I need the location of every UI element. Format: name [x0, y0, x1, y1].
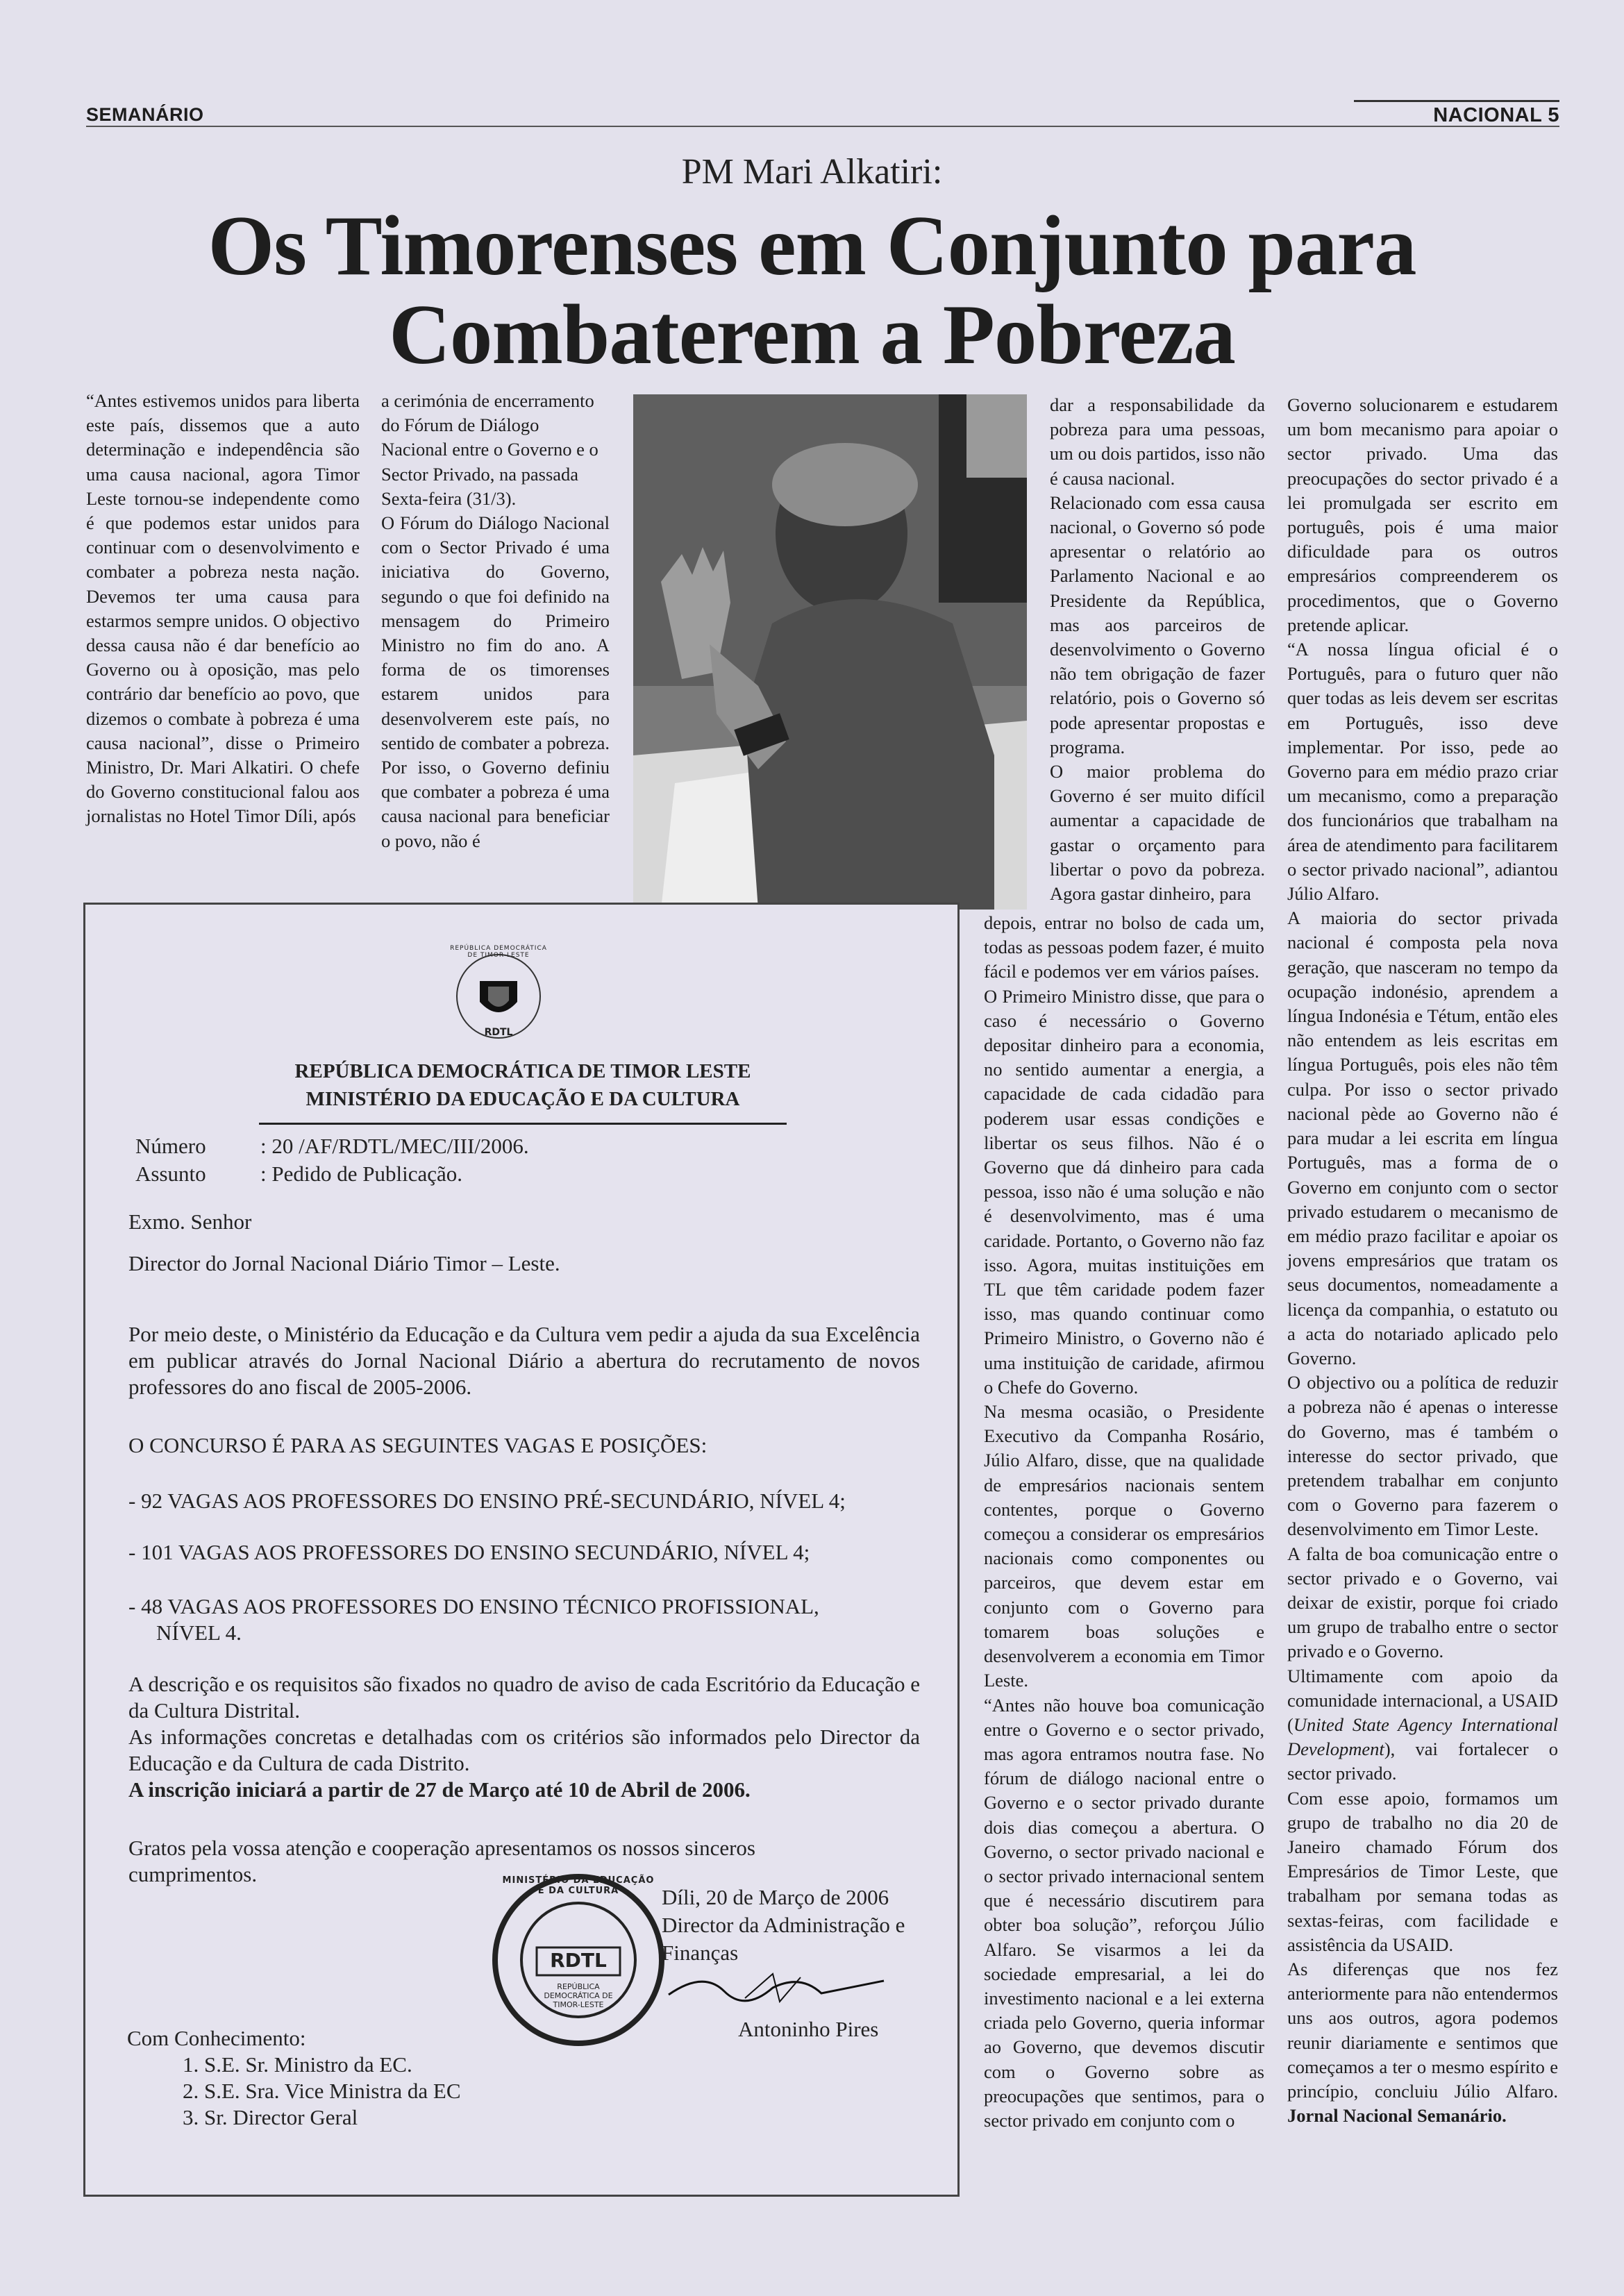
reference-subject-row	[135, 1160, 529, 1188]
column-2-para-1: a cerimónia de encerramento do Fórum de Diálogo Nacional entre o Governo e o Sector Privado, na passada Sexta-feira (31/3).	[381, 390, 598, 509]
column-4-para-1: Governo solucionarem e estudarem um bom mecanismo para apoiar o sector privado. Uma das preocupações do sector privado é a lei promulgada ser escrito em português, pois é uma maior dificuldade para os outros empresários compreenderem os procedimentos, que o Governo pretende aplicar.	[1287, 394, 1558, 635]
column-4-para-5: A falta de boa comunicação entre o sector privado e o Governo, vai deixar de existir, porque foi criado um grupo de trabalho entre o sector privado e o Governo.	[1287, 1543, 1558, 1662]
article-column-1	[86, 389, 360, 829]
column-3-para-3: O maior problema do Governo é ser muito difícil aumentar a capacidade de gastar o orçamento para libertar o povo da pobreza. Agora gastar dinheiro, para	[1050, 761, 1265, 905]
header-rule-right	[1354, 100, 1559, 102]
issuer-underline	[259, 1123, 787, 1125]
column-1-text: “Antes estivemos unidos para liberta este país, dissemos que a auto determinação e independência são uma causa nacional, agora Timor Leste tornou-se independente como é que podemos estar unidos para continuar com o desenvolvimento e combater a pobreza nesta nação. Devemos ter uma causa para estarmos sempre unidos. O objectivo dessa causa não é dar benefício ao Governo ou à oposição, mas pelo contrário dar benefício ao povo, que dizemos o combate à pobreza é uma causa nacional”, disse o Primeiro Ministro, Dr. Mari Alkatiri. O chefe do Governo constitucional falou aos jornalistas no Hotel Timor Díli, após	[86, 390, 360, 827]
column-3-para-4: depois, entrar no bolso de cada um, todas as pessoas podem fazer, é muito fácil e podemos ver em vários países.	[984, 912, 1264, 982]
column-4-para-6	[1287, 1664, 1558, 1786]
usaid-pre: Ultimamente com apoio da comunidade internacional, a USAID (	[1287, 1665, 1558, 1735]
article-column-4	[1287, 393, 1558, 2128]
number-value: : 20 /AF/RDTL/MEC/III/2006.	[260, 1134, 529, 1158]
column-4-para-3: A maioria do sector privada nacional é composta pela nova geração, que nasceram no tempo da ocupação indonésio, aprendem a língua Indonésia e Tétum, então eles não entendem as leis escritas em língua Português, pois eles não têm culpa. Por isso o sector privado nacional pède ao Governo não é para mudar a lei escrita em língua Português, mas a forma de o Governo em conjunto com o sector privado estudarem o mecanismo de em médio prazo facilitar e apoiar os jovens empresários que tratam os seus documentos, nomeadamente a licença da companhia, o estatuto ou a acta do notariado aplicado pelo Governo.	[1287, 907, 1558, 1368]
notice-cc-list	[127, 2025, 461, 2131]
column-3-para-5: O Primeiro Ministro disse, que para o caso é necessário o Governo depositar dinheiro para a economia, no sentido aumentar a energia, a capacidade de cada cidadão para poderem usar essas condições e libertar os seus filhos. Não é o Governo que dá dinheiro para cada pessoa, isso não é uma solução e não é desenvolvimento, mas é uma caridade. Portanto, o Governo não faz isso. Agora, muitas instituições em TL que têm caridade podem fazer isso, mas quando continuar como Primeiro Ministro, o Governo não é uma instituição de caridade, afirmou o Chefe do Governo.	[984, 985, 1264, 1398]
vacancy-item-3	[128, 1593, 920, 1646]
vacancy-item-2: - 101 VAGAS AOS PROFESSORES DO ENSINO SECUNDÁRIO, NÍVEL 4;	[128, 1540, 810, 1564]
cc-item-2: 2. S.E. Sra. Vice Ministra da EC	[183, 2079, 461, 2103]
cc-item-1: 1. S.E. Sr. Ministro da EC.	[183, 2052, 412, 2077]
column-3-para-6: Na mesma ocasião, o Presidente Executivo da Companha Rosário, Júlio Alfaro, disse, que na qualidade de empresários nacionais sentem contentes, porque o Governo começou a considerar os empresários nacionais como componentes ou parceiros, que devem estar em conjunto com o Governo para tomarem boas soluções e desenvolverem a economia em Timor Leste.	[984, 1401, 1264, 1691]
official-notice	[83, 903, 960, 2197]
column-3-para-2: Relacionado com essa causa nacional, o Governo só pode apresentar o relatório ao Parlamento Nacional e ao Presidente da República, mas aos parceiros de desenvolvimento o Governo não tem obrigação de fazer relatório, pois o Governo só pode apresentar propostas e programa.	[1050, 492, 1265, 757]
vacancy-item-3-line-1: - 48 VAGAS AOS PROFESSORES DO ENSINO TÉCNICO PROFISSIONAL,	[128, 1594, 819, 1618]
column-4-closing: As diferenças que nos fez anteriormente para não entendermos uns aos outros, agora podemos reunir diariamente e sentimos que começamos a ter o mesmo espírito e princípio, concluiu Júlio Alfaro.	[1287, 1959, 1558, 2102]
notice-para-5: A inscrição iniciará a partir de 27 de Março até 10 de Abril de 2006.	[128, 1777, 751, 1802]
subject-label: Assunto	[135, 1162, 206, 1186]
subject-value: : Pedido de Publicação.	[260, 1162, 462, 1186]
column-3-para-7: “Antes não houve boa comunicação entre o Governo e o sector privado, mas agora entramos noutra fase. No fórum de diálogo nacional entre o Governo e o sector privado durante dois dias começou a abertura. O Governo, o sector privado nacional e o sector privado internacional sentem que é necessário discutirem para obter boa solução”, reforçou Júlio Alfaro. Se visarmos a lei da sociedade empresarial, a lei do investimento nacional e a lei externa criada pelo Governo, queria informar ao Governo, que devemos discutir com o Governo sobre as preocupações que sentimos, para o sector privado em conjunto com o	[984, 1694, 1264, 2131]
stamp-sub-text: REPÚBLICA DEMOCRÁTICA DE TIMOR-LESTE	[544, 1982, 613, 2009]
article-column-2	[381, 389, 610, 853]
notice-issuer	[190, 1057, 856, 1113]
cc-item-3: 3. Sr. Director Geral	[183, 2105, 358, 2129]
ministry-name: MINISTÉRIO DA EDUCAÇÃO E DA CULTURA	[305, 1088, 740, 1110]
emblem-label: RDTL	[484, 1027, 513, 1038]
notice-signature-block	[662, 1884, 957, 2043]
header-rule	[86, 126, 1559, 127]
usaid-full-name: United State Agency International Development	[1287, 1713, 1558, 1760]
article-column-3-lower	[984, 911, 1264, 2133]
photo-illustration	[633, 394, 1027, 910]
notice-reference	[135, 1132, 529, 1188]
notice-para-6: Gratos pela vossa atenção e cooperação apresentamos os nossos sinceros cumprimentos.	[128, 1836, 755, 1886]
reference-number-row	[135, 1132, 529, 1160]
column-4-para-8	[1287, 1957, 1558, 2128]
article-headline: Os Timorenses em Conjunto para Combaterem a Pobreza	[208, 198, 1416, 382]
notice-date: Díli, 20 de Março de 2006	[662, 1885, 889, 1909]
newspaper-name: SEMANÁRIO	[86, 104, 204, 125]
article-signature: Jornal Nacional Semanário.	[1287, 2105, 1507, 2127]
notice-para-1: Por meio deste, o Ministério da Educação e da Cultura vem pedir a ajuda da sua Excelência em publicar através do Jornal Nacional Diário a abertura do recrutamento de novos professores do ano fiscal de 2005-2006.	[128, 1322, 920, 1399]
section-page-label: NACIONAL 5	[1433, 104, 1559, 126]
cc-title: Com Conhecimento:	[127, 2026, 306, 2050]
column-4-para-4: O objectivo ou a política de reduzir a pobreza não é apenas o interesse do Governo, mas é também o interesse do sector privado, que pretendem trabalhar em conjunto com o Governo para fazerem o desenvolvimento em Timor Leste.	[1287, 1372, 1558, 1540]
article-kicker: PM Mari Alkatiri:	[681, 152, 943, 192]
signer-title: Director da Administração e Finanças	[662, 1913, 905, 1965]
notice-para-4: As informações concretas e detalhadas com os critérios são informados pelo Director da Educação e da Cultura de cada Distrito.	[128, 1725, 920, 1775]
salutation: Exmo. Senhor	[128, 1209, 252, 1234]
republic-name: REPÚBLICA DEMOCRÁTICA DE TIMOR LESTE	[294, 1060, 751, 1082]
emblem-ring-text: REPÚBLICA DEMOCRÁTICA DE TIMOR-LESTE	[450, 945, 547, 959]
handwritten-signature-icon	[662, 1967, 891, 2009]
column-3-para-1: dar a responsabilidade da pobreza para uma pessoas, um ou dois partidos, isso não é causa nacional.	[1050, 394, 1265, 489]
article-column-3	[1050, 393, 1265, 906]
vacancy-item-1: - 92 VAGAS AOS PROFESSORES DO ENSINO PRÉ-SECUNDÁRIO, NÍVEL 4;	[128, 1489, 846, 1513]
number-label: Número	[135, 1134, 206, 1158]
column-2-para-2: O Fórum do Diálogo Nacional com o Sector Privado é uma iniciativa do Governo, segundo o que foi definido na mensagem do Primeiro Ministro no fim do ano. A forma de os timorenses estarem unidos para desenvolverem este país, no sentido de combater a pobreza. Por isso, o Governo definiu que combater a pobreza é uma causa nacional para beneficiar o povo, não é	[381, 512, 610, 851]
stamp-center-text: RDTL	[550, 1949, 607, 1972]
notice-para-2: O CONCURSO É PARA AS SEGUINTES VAGAS E POSIÇÕES:	[128, 1433, 708, 1457]
article-photo	[633, 394, 1027, 910]
stamp-ring-text: MINISTÉRIO DA EDUCAÇÃO E DA CULTURA	[502, 1875, 655, 1896]
notice-para-3: A descrição e os requisitos são fixados no quadro de aviso de cada Escritório da Educação e da Cultura Distrital.	[128, 1672, 920, 1723]
vacancy-item-3-line-2: NÍVEL 4.	[156, 1620, 242, 1645]
column-4-para-7: Com esse apoio, formamos um grupo de trabalho no dia 20 de Janeiro chamado Fórum dos Empresários de Timor Leste, que trabalham por semana todas as sextas-feiras, com facilidade e assistência da USAID.	[1287, 1787, 1558, 1955]
signer-name: Antoninho Pires	[738, 2017, 879, 2041]
usaid-post: ), vai fortalecer o sector privado.	[1287, 1738, 1558, 1784]
column-4-para-2: “A nossa língua oficial é o Português, para o futuro quer não quer todas as leis devem ser escritas em Português, isso deve implementar. Por isso, pede ao Governo para em médio prazo criar um mecanismo, como a preparação dos funcionários que trabalham na área de atendimento para facilitarem o sector privado nacional”, adiantou Júlio Alfaro.	[1287, 639, 1558, 905]
addressee: Director do Jornal Nacional Diário Timor – Leste.	[128, 1251, 560, 1275]
